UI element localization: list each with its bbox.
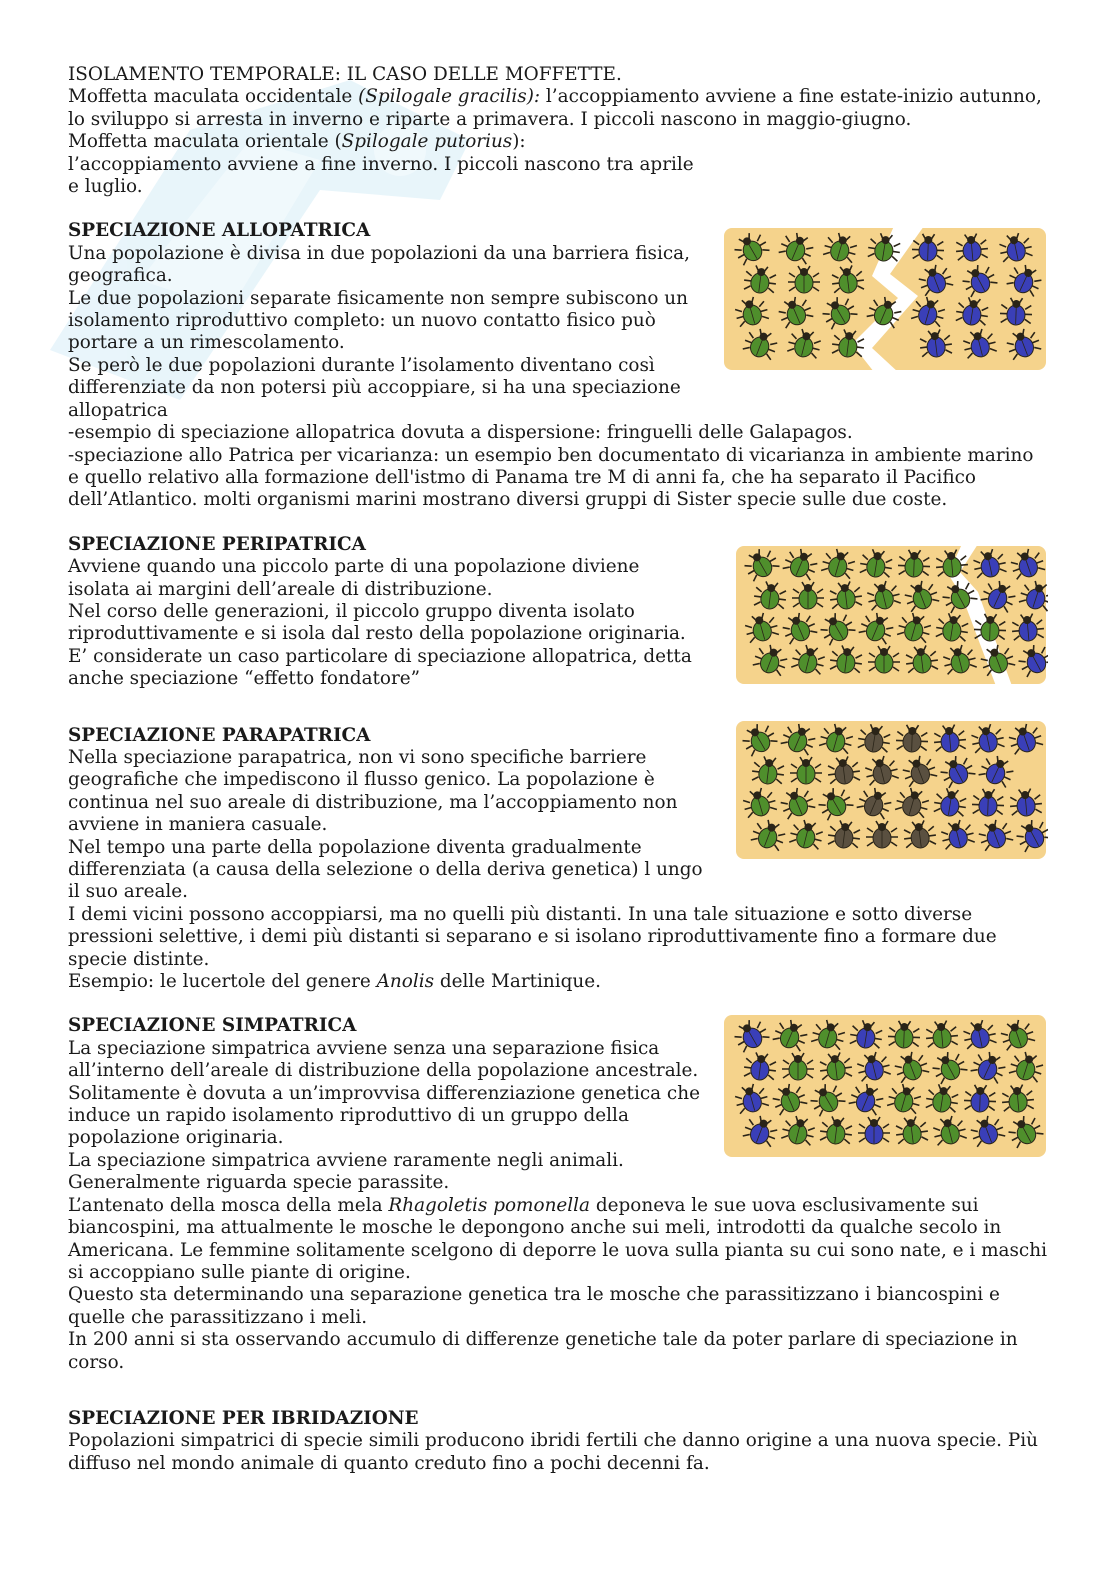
section-sympatric bbox=[68, 1015, 1048, 1374]
section-parapatric bbox=[68, 725, 1048, 994]
section-title-temporal: ISOLAMENTO TEMPORALE: IL CASO DELLE MOFFETTE. bbox=[68, 64, 622, 85]
figure-sympatric bbox=[722, 1013, 1048, 1159]
species-name: (Spilogale gracilis): bbox=[358, 86, 541, 108]
paragraph-sympatric-4: Generalmente riguarda specie parassite. bbox=[68, 1172, 450, 1194]
paragraph-eastern-mating: l’accoppiamento avviene a fine inverno. I piccoli nascono tra aprile bbox=[68, 153, 694, 175]
paragraph-sympatric-1: La speciazione simpatrica avviene senza una separazione fisica all’interno dell’areale di distribuzione della popolazione ancestrale. bbox=[68, 1037, 699, 1082]
genus-name: Anolis bbox=[376, 971, 435, 993]
paragraph-allopatric-4: -esempio di speciazione allopatrica dovuta a dispersione: fringuelli delle Galapagos. bbox=[68, 422, 853, 444]
paragraph-parapatric-2: Nel tempo una parte della popolazione diventa gradualmente differenziata (a causa della selezione o della deriva genetica) l ungo il suo areale. bbox=[68, 836, 703, 903]
paragraph-peripatric-2: Nel corso delle generazioni, il piccolo gruppo diventa isolato riproduttivamente e si isola dal resto della popolazione originaria. bbox=[68, 600, 686, 645]
paragraph-sympatric-7: In 200 anni si sta osservando accumulo di differenze genetiche tale da poter parlare di speciazione in corso. bbox=[68, 1329, 1018, 1373]
parapatric-diagram bbox=[734, 719, 1048, 861]
paragraph-western-skunk: Moffetta maculata occidentale (Spilogale gracilis): l’accoppiamento avviene a fine estate-inizio autunno, lo sviluppo si arresta in inverno e riparte a primavera. I piccoli nascono in maggio-giugno. bbox=[68, 86, 1042, 130]
document-body bbox=[68, 64, 1048, 1475]
figure-parapatric bbox=[734, 719, 1048, 861]
section-temporal-isolation bbox=[68, 64, 1048, 198]
figure-peripatric bbox=[734, 544, 1048, 686]
section-title-allopatric: SPECIAZIONE ALLOPATRICA bbox=[68, 220, 371, 242]
paragraph-allopatric-1: Una popolazione è divisa in due popolazioni da una barriera fisica, geografica. bbox=[68, 242, 690, 287]
paragraph-allopatric-3: Se però le due popolazioni durante l’isolamento diventano così differenziate da non potersi più accoppiare, si ha una speciazione allopatrica bbox=[68, 354, 681, 421]
figure-allopatric bbox=[722, 226, 1048, 372]
paragraph-peripatric-3: E’ considerate un caso particolare di speciazione allopatrica, detta anche speciazione “effetto fondatore” bbox=[68, 645, 692, 690]
section-allopatric bbox=[68, 220, 1048, 511]
paragraph-parapatric-1: Nella speciazione parapatrica, non vi sono specifiche barriere geografiche che impediscono il flusso genico. La popolazione è continua nel suo areale di distribuzione, ma l’accoppiamento non avviene in maniera casuale. bbox=[68, 746, 678, 836]
paragraph-parapatric-4: Esempio: le lucertole del genere Anolis delle Martinique. bbox=[68, 971, 601, 993]
paragraph-sympatric-5: L’antenato della mosca della mela Rhagoletis pomonella deponeva le sue uova esclusivamente sui biancospini, ma attualmente le mosche le depongono anche sui meli, introdotti da qualche secolo in Americana. Le femmine solitamente scelgono di deporre le uova sulla pianta su cui sono nate, e i maschi si accoppiano sulle piante di origine. bbox=[68, 1194, 1047, 1283]
section-hybridization bbox=[68, 1408, 1048, 1475]
peripatric-diagram bbox=[734, 544, 1048, 686]
paragraph-allopatric-2: Le due popolazioni separate fisicamente non sempre subiscono un isolamento riproduttivo completo: un nuovo contatto fisico può portare a un rimescolamento. bbox=[68, 287, 688, 354]
paragraph-sympatric-6: Questo sta determinando una separazione genetica tra le mosche che parassitizzano i biancospini e quelle che parassitizzano i meli. bbox=[68, 1284, 1000, 1328]
section-title-sympatric: SPECIAZIONE SIMPATRICA bbox=[68, 1015, 357, 1037]
species-name: Spilogale putorius bbox=[341, 131, 513, 153]
paragraph-sympatric-2: Solitamente è dovuta a un’improvvisa differenziazione genetica che induce un rapido isolamento riproduttivo di un gruppo della popolazione originaria. bbox=[68, 1082, 700, 1149]
paragraph-sympatric-3: La speciazione simpatrica avviene raramente negli animali. bbox=[68, 1149, 624, 1171]
sympatric-diagram bbox=[722, 1013, 1048, 1159]
section-peripatric bbox=[68, 534, 1048, 691]
section-title-hybridization: SPECIAZIONE PER IBRIDAZIONE bbox=[68, 1407, 419, 1429]
paragraph-eastern-skunk: Moffetta maculata orientale (Spilogale putorius): bbox=[68, 131, 526, 153]
section-title-parapatric: SPECIAZIONE PARAPATRICA bbox=[68, 724, 371, 746]
paragraph-allopatric-5: -speciazione allo Patrica per vicarianza: un esempio ben documentato di vicarianza in ambiente marino e quello relativo alla formazione dell'istmo di Panama tre M di anni fa, che ha separato il Pacifico dell’Atlantico. molti organismi marini mostrano diversi gruppi di Sister specie sulle due coste. bbox=[68, 444, 1034, 511]
section-title-peripatric: SPECIAZIONE PERIPATRICA bbox=[68, 533, 366, 555]
paragraph-peripatric-1: Avviene quando una piccolo parte di una popolazione diviene isolata ai margini dell’areale di distribuzione. bbox=[68, 556, 640, 600]
paragraph-eastern-birth: e luglio. bbox=[68, 176, 143, 198]
paragraph-parapatric-3: I demi vicini possono accoppiarsi, ma no quelli più distanti. In una tale situazione e sotto diverse pressioni selettive, i demi più distanti si separano e si isolano riproduttivamente fino a formare due specie distinte. bbox=[68, 903, 997, 970]
allopatric-diagram bbox=[722, 226, 1048, 372]
species-name: Rhagoletis pomonella bbox=[388, 1194, 591, 1216]
paragraph-hybridization-1: Popolazioni simpatrici di specie simili producono ibridi fertili che danno origine a una nuova specie. Più diffuso nel mondo animale di quanto creduto fino a pochi decenni fa. bbox=[68, 1430, 1038, 1474]
